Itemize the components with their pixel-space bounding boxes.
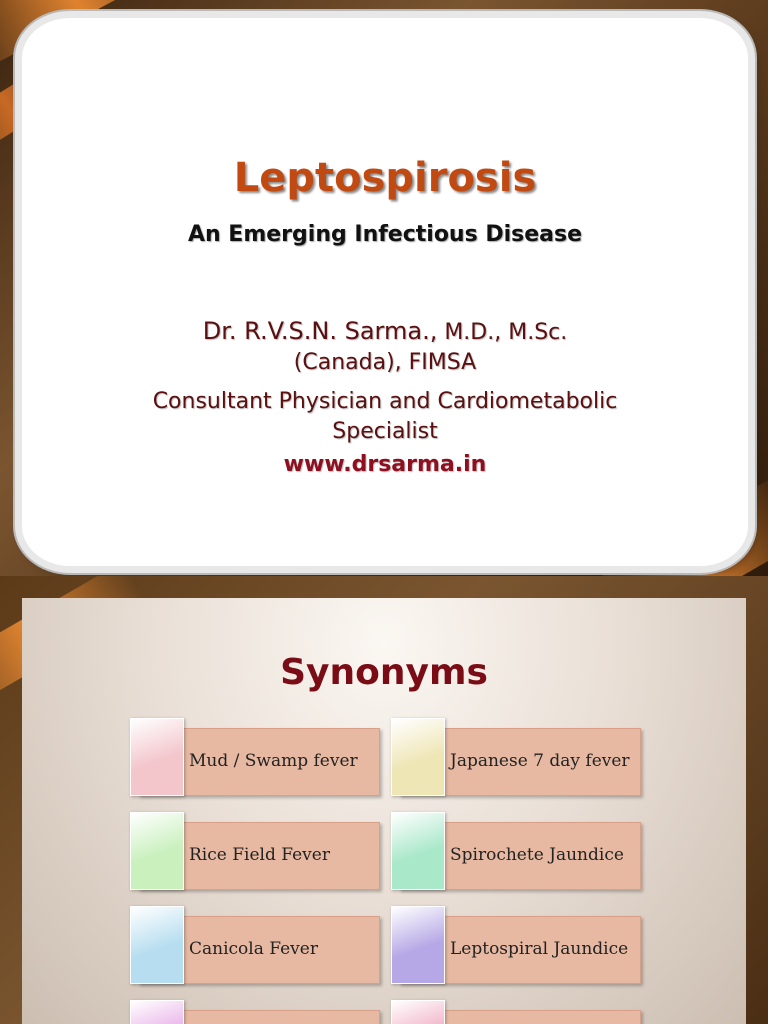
title-card (22, 18, 748, 566)
slide-subtitle: An Emerging Infectious Disease (187, 222, 583, 247)
author-degrees: M.D., M.Sc. (444, 320, 568, 345)
synonym-item (130, 718, 380, 794)
synonym-label: Mud / Swamp fever (189, 751, 358, 771)
synonym-item (130, 906, 380, 982)
synonym-label: Japanese 7 day fever (450, 751, 630, 771)
synonym-item (130, 812, 380, 888)
synonym-item (391, 812, 641, 888)
synonyms-slide (0, 576, 768, 1024)
slide-title: Leptospirosis (233, 155, 537, 201)
synonyms-card (22, 598, 746, 1024)
synonym-label: Rice Field Fever (189, 845, 330, 865)
synonym-item (391, 906, 641, 982)
author-block (82, 316, 688, 378)
synonym-label: Spirochete Jaundice (450, 845, 624, 865)
role-line-2: Specialist (332, 419, 438, 444)
author-role (82, 387, 688, 447)
color-swatch (130, 718, 184, 796)
color-swatch (130, 1000, 184, 1024)
synonym-item (130, 1000, 380, 1024)
synonym-label: Leptospiral Jaundice (450, 939, 629, 959)
slide-title: Synonyms (280, 652, 488, 693)
color-swatch (130, 812, 184, 890)
synonym-item (391, 718, 641, 794)
color-swatch (391, 812, 445, 890)
role-line-1: Consultant Physician and Cardiometabolic (152, 389, 618, 414)
synonym-label: Canicola Fever (189, 939, 318, 959)
synonym-item (391, 1000, 641, 1024)
color-swatch (391, 906, 445, 984)
color-swatch (391, 1000, 445, 1024)
color-swatch (391, 718, 445, 796)
color-swatch (130, 906, 184, 984)
author-degrees-2: (Canada), FIMSA (293, 350, 477, 375)
author-name: Dr. R.V.S.N. Sarma., (202, 317, 438, 345)
website-link[interactable]: www.drsarma.in (283, 452, 487, 477)
